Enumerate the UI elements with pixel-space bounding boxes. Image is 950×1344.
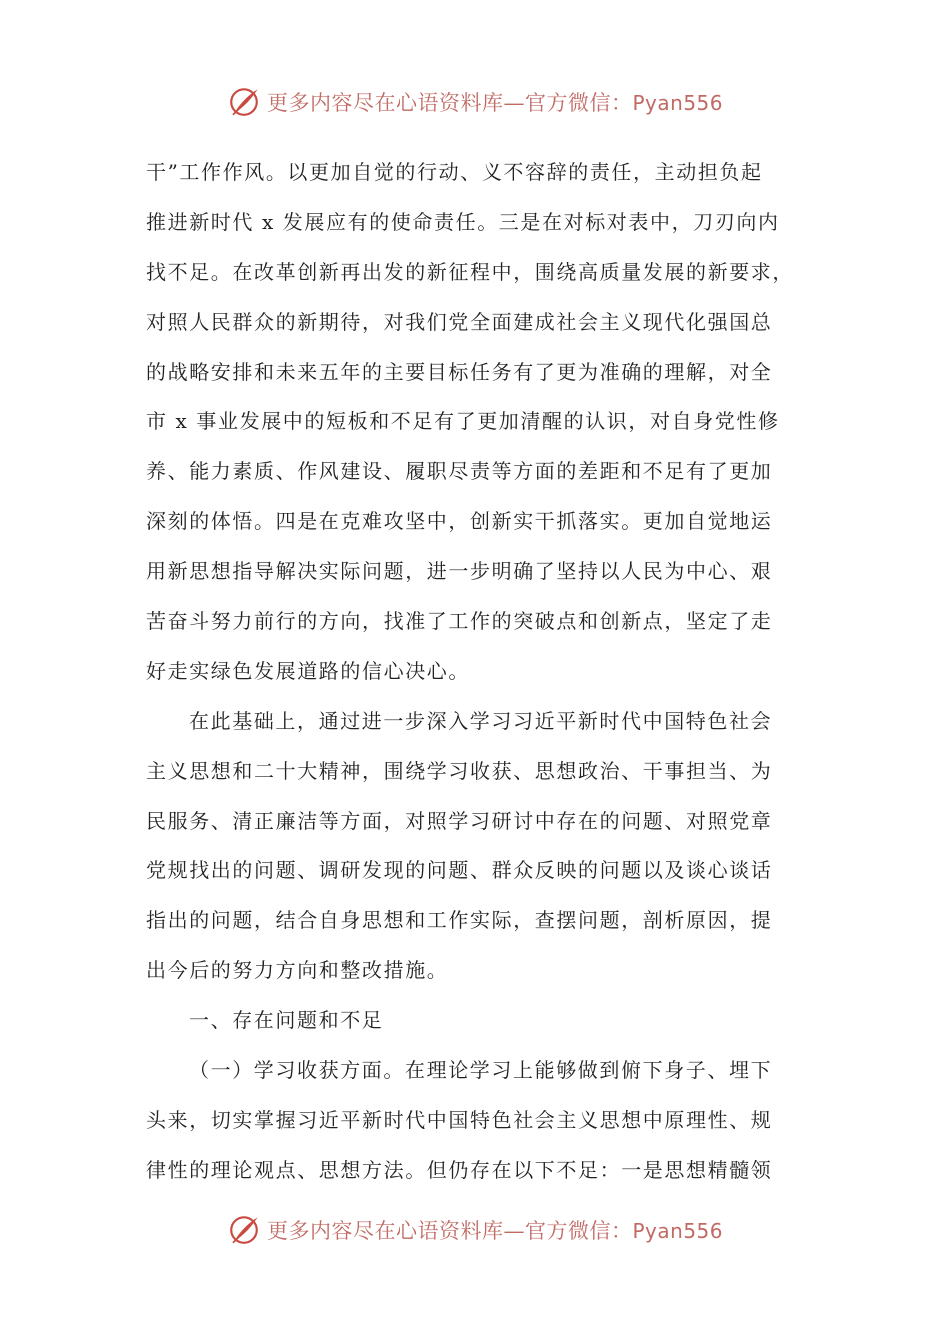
text-line: 指出的问题，结合自身思想和工作实际，查摆问题，剖析原因，提 (146, 908, 773, 933)
text-line: 深刻的体悟。四是在克难攻坚中，创新实干抓落实。更加自觉地运 (146, 509, 773, 534)
text-line: 找不足。在改革创新再出发的新征程中，围绕高质量发展的新要求， (146, 259, 794, 284)
text-line: 干”工作作风。以更加自觉的行动、义不容辞的责任，主动担负起 (146, 160, 763, 184)
text-line: 市 x 事业发展中的短板和不足有了更加清醒的认识，对自身党性修 (146, 409, 780, 434)
section-heading: 一、存在问题和不足 (189, 1008, 384, 1033)
text-line: 头来，切实掌握习近平新时代中国特色社会主义思想中原理性、规 (146, 1107, 773, 1132)
text-line: 养、能力素质、作风建设、履职尽责等方面的差距和不足有了更加 (146, 459, 773, 484)
paragraph-start: 在此基础上，通过进一步深入学习习近平新时代中国特色社会 (189, 708, 773, 733)
text-line: 出今后的努力方向和整改措施。 (146, 958, 449, 983)
quill-logo-icon (227, 1213, 261, 1247)
text-line: 律性的理论观点、思想方法。但仍存在以下不足：一是思想精髓领 (146, 1157, 773, 1182)
document-body (146, 148, 806, 1196)
quill-logo-icon (227, 85, 261, 119)
text-line: 党规找出的问题、调研发现的问题、群众反映的问题以及谈心谈话 (146, 858, 773, 883)
text-line: 用新思想指导解决实际问题，进一步明确了坚持以人民为中心、艰 (146, 559, 773, 584)
text-line: 主义思想和二十大精神，围绕学习收获、思想政治、干事担当、为 (146, 758, 773, 783)
text-line: 的战略安排和未来五年的主要目标任务有了更为准确的理解，对全 (146, 359, 773, 384)
watermark-text: 更多内容尽在心语资料库—官方微信：Pyan556 (266, 91, 723, 115)
header-watermark (0, 82, 950, 122)
watermark-text: 更多内容尽在心语资料库—官方微信：Pyan556 (266, 1219, 723, 1243)
text-line: 苦奋斗努力前行的方向，找准了工作的突破点和创新点，坚定了走 (146, 609, 773, 634)
subsection-start: （一）学习收获方面。在理论学习上能够做到俯下身子、埋下 (189, 1058, 773, 1083)
text-line: 推进新时代 x 发展应有的使命责任。三是在对标对表中，刀刃向内 (146, 209, 780, 234)
text-line: 对照人民群众的新期待，对我们党全面建成社会主义现代化强国总 (146, 309, 773, 334)
footer-watermark (0, 1210, 950, 1250)
text-line: 好走实绿色发展道路的信心决心。 (146, 658, 470, 683)
text-line: 民服务、清正廉洁等方面，对照学习研讨中存在的问题、对照党章 (146, 808, 773, 833)
